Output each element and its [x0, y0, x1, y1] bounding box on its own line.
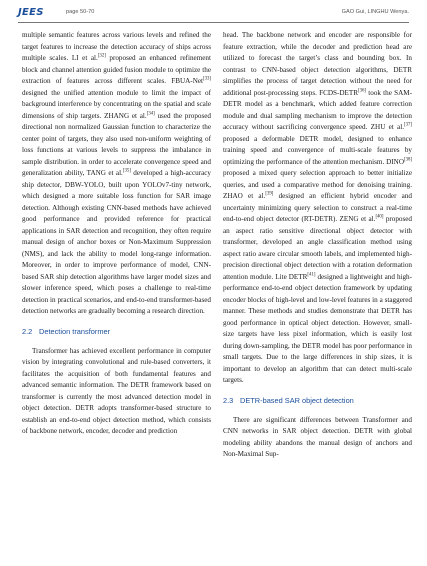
- citation-ref: [38]: [404, 157, 412, 163]
- text-run: designed a lightweight and high-performance end-to-end object detection framework by updating encoder blocks of high-level and low-level features in a staggered manner. These methods and studies demonstrate that DETR has good performance in optical object detection. However, small-size targets have less pixel information, which is easily lost during down-sampling, the DETR model has poor performance in small targets. Due to the large differences in ship sizes, it is important to develop an algorithm that can detect multi-scale targets.: [223, 272, 413, 384]
- section-number: 2.2: [22, 326, 33, 336]
- paragraph-detr-methods: [223, 30, 412, 387]
- citation-ref: [40]: [375, 214, 384, 220]
- right-column: [223, 30, 412, 461]
- section-title: Detection transformer: [39, 326, 111, 336]
- text-run: took the SAM-DETR model as a benchmark, which added feature correction module and dual sampling mechanism to improve the detection accuracy without sacrificing convergence speed. ZHU et al.: [223, 88, 412, 131]
- journal-logo: JEES: [18, 7, 44, 18]
- citation-ref: [41]: [307, 272, 316, 278]
- section-number: 2.3: [223, 395, 234, 405]
- section-title: DETR-based SAR object detection: [240, 395, 354, 405]
- paragraph-transformer-intro: Transformer has achieved excellent performance in computer vision by integrating convolutional and rule-based converters, it facilitates the acquisition of both fundamental features and advanced semantic information. The DETR framework based on transformer is currently the most advanced detection model in object detection. DETR adopts transformer-based structure to establish an end-to-end object detection method, which consists of backbone network, encoder, decoder and prediction: [22, 346, 211, 435]
- text-run: proposed a deformable DETR model, designed to enhance training speed and convergence of multi-scale features by optimizing the performance of the attention mechanism. DINO: [223, 134, 412, 166]
- header-rule: [18, 22, 409, 23]
- citation-ref: [35]: [122, 168, 131, 174]
- paragraph-detr-vs-cnn: There are significant differences between Transformer and CNN networks in SAR object detection. DETR with global modeling ability abandons the manual design of anchors and Non-Maximal Sup-: [223, 415, 412, 458]
- text-run: multiple semantic features across various levels and refined the target features to increase the detection accuracy of ships across multiple scales. LI et al.: [22, 31, 211, 62]
- text-run: proposed a mixed query selection approach to better initialize queries, and used a comparative method for denoising training. ZHAO et al.: [223, 169, 412, 200]
- text-run: designed an efficient hybrid encoder and uncertainty minimizing query selection to construct a real-time end-to-end object detector (RT-DETR). ZENG et al.: [223, 192, 412, 223]
- citation-ref: [37]: [404, 122, 412, 128]
- running-authors: GAO Gui, LINGHU Wenya.: [341, 9, 409, 15]
- paragraph-feature-extraction: [22, 30, 211, 318]
- citation-ref: [36]: [358, 88, 367, 94]
- citation-ref: [32]: [97, 53, 106, 59]
- section-heading-detection-transformer: [22, 327, 211, 337]
- page-range: page 50-70: [66, 9, 95, 15]
- text-run: head. The backbone network and encoder are responsible for feature extraction, while the decoder and prediction head are utilized to forecast the target’s class and bounding box. In contrast to CNN-based object detection algorithms, DETR simplifies the process of target detection without the need for additional post-processing steps. FCDS-DETR: [223, 31, 412, 97]
- text-run: developed a high-accuracy ship detector, DBW-YOLO, built upon YOLOv7-tiny network, which designed a more suitable loss function for SAR image detection. Although existing CNN-based methods have achieved good performance and provided reference for practical applications in SAR detection and recognition, they often require manual design of anchor boxes or Non-Maximum Suppression (NMS), and lack the ability to model long-range information. Moreover, in order to improve performance of model, CNN-based SAR ship detection algorithms have larger model sizes and slower inference speed, which poses a challenge to real-time detection in practical scenarios, and end-to-end transformer-based detection networks are gradually becoming a research direction.: [22, 169, 211, 315]
- text-run: designed the unified attention module to limit the impact of background interference by concentrating on the spatial and scale dimensions of ship targets. ZHANG et al.: [22, 88, 211, 120]
- citation-ref: [33]: [203, 76, 211, 82]
- left-column: [22, 30, 211, 438]
- text-run: proposed an enhanced refinement block and channel attention guided fusion module to optimize the extraction of features across different scales. FBUA-Net: [22, 54, 211, 85]
- text-run: proposed an aspect ratio sensitive directional object detector with transformer, developed an angle classification method using aspect ratio aware circular smooth labels, and implemented high-precision directional object detection with a rotation deformation attention module. Lite DETR: [223, 215, 413, 281]
- page-header: [18, 6, 409, 22]
- text-run: used the proposed directional non normalized Gaussian function to characterize the center point of targets, they also used non-uniform weighting of loss functions at various levels to suppress the imbalance in sample distribution. in order to accelerate convergence speed and generalization ability, TANG et al.: [22, 111, 211, 177]
- citation-ref: [39]: [265, 191, 274, 197]
- section-heading-detr-sar: [223, 396, 412, 406]
- citation-ref: [34]: [146, 111, 155, 117]
